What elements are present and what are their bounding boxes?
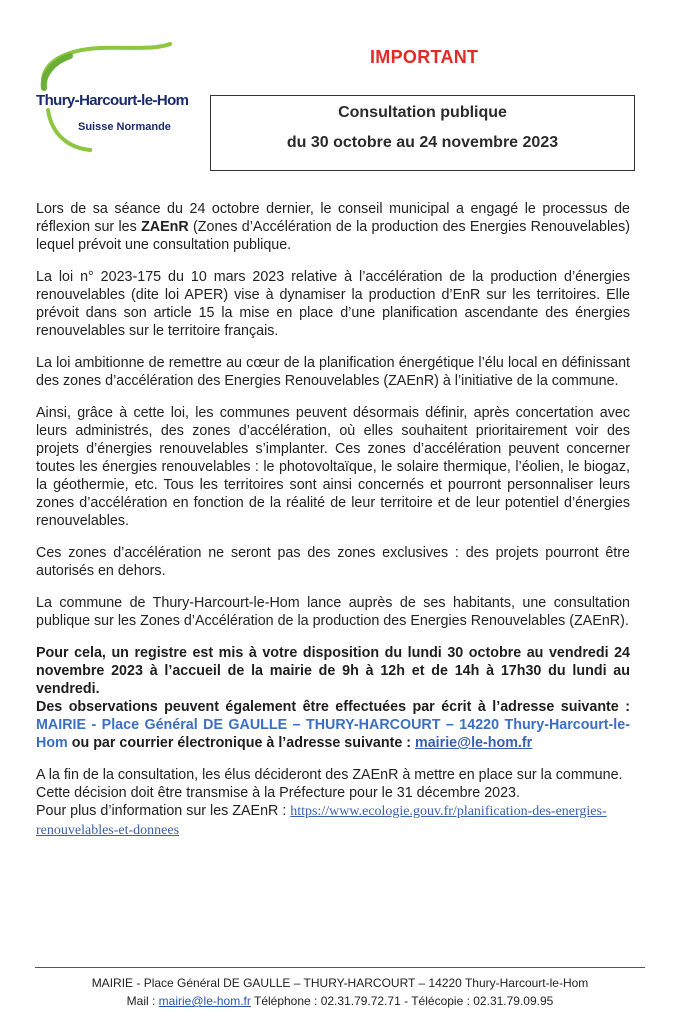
email-link[interactable]: mairie@le-hom.fr <box>415 735 533 751</box>
footer-divider <box>35 967 645 968</box>
paragraph-8-text-a: Des observations peuvent également être effectuées par écrit à l’adresse suivante : <box>36 699 630 715</box>
paragraph-1-text-a: Lors de sa séance du 24 octobre dernier, le conseil municipal a engagé le processus de réflexion sur les <box>36 201 630 235</box>
paragraph-9: A la fin de la consultation, les élus décideront des ZAEnR à mettre en place sur la commune. Cette décision doit être transmise à la Préfecture pour le 31 décembre 2023. <box>36 767 623 801</box>
important-heading: IMPORTANT <box>370 47 479 67</box>
title-line-1: Consultation publique <box>338 104 507 121</box>
paragraph-5: Ces zones d’accélération ne seront pas des zones exclusives : des projets pourront être autorisés en dehors. <box>36 545 630 579</box>
zaenr-bold: ZAEnR <box>141 219 189 235</box>
paragraph-10 <box>36 802 630 840</box>
paragraph-1 <box>36 200 630 254</box>
logo-subtitle: Suisse Normande <box>78 121 171 133</box>
town-logo <box>30 38 205 158</box>
paragraph-10-text: Pour plus d’information sur les ZAEnR : <box>36 803 291 819</box>
paragraph-8-text-b: ou par courrier électronique à l’adresse suivante : <box>67 735 415 751</box>
title-box <box>210 95 635 171</box>
mairie-address: MAIRIE - Place Général DE GAULLE – THURY-HARCOURT – 14220 Thury-Harcourt-le-Hom <box>36 717 630 751</box>
paragraph-7: Pour cela, un registre est mis à votre disposition du lundi 30 octobre au vendredi 24 novembre 2023 à l’accueil de la mairie de 9h à 12h et de 14h à 17h30 du lundi au vendredi. <box>36 645 630 697</box>
logo-town-name: Thury-Harcourt-le-Hom <box>36 92 189 109</box>
footer-email-link[interactable]: mairie@le-hom.fr <box>158 994 251 1008</box>
footer-address: MAIRIE - Place Général DE GAULLE – THURY-HARCOURT – 14220 Thury-Harcourt-le-Hom <box>91 976 589 990</box>
title-line-2: du 30 octobre au 24 novembre 2023 <box>286 134 559 151</box>
paragraph-6: La commune de Thury-Harcourt-le-Hom lance auprès de ses habitants, une consultation publique sur les Zones d’Accélération de la production des Energies Renouvelables (ZAEnR). <box>36 595 630 629</box>
paragraph-3: La loi ambitionne de remettre au cœur de la planification énergétique l’élu local en définissant des zones d’accélération des Energies Renouvelables (ZAEnR) à l’initiative de la commune. <box>36 355 630 389</box>
paragraph-8 <box>36 698 630 752</box>
footer-contact <box>35 992 645 1010</box>
footer-mail-label: Mail : <box>126 994 159 1008</box>
paragraph-1-text-b: (Zones d’Accélération de la production des Energies Renouvelables) lequel prévoit une consultation publique. <box>36 219 630 253</box>
paragraph-4: Ainsi, grâce à cette loi, les communes peuvent désormais définir, après concertation avec leurs administrés, des zones d’accélération, où elles souhaitent prioritairement voir des projets d’énergies renouvelables s’implanter. Ces zones d’accélération peuvent concerner toutes les énergies renouvelables : le photovoltaïque, le solaire thermique, l’éolien, le biogaz, la géothermie, etc. Tous les territoires sont ainsi concernés et pourront personnaliser leurs zones d’accélération en fonction de la réalité de leur territoire et de leur potentiel d’énergies renouvelables. <box>36 405 630 529</box>
notice-body <box>36 200 630 854</box>
paragraph-2: La loi n° 2023-175 du 10 mars 2023 relative à l’accélération de la production d’énergies renouvelables (dite loi APER) vise à dynamiser la production d’EnR sur les territoires. Elle prévoit dans son article 15 la mise en place d’une planification ascendante des énergies renouvelables sur le territoire français. <box>36 269 630 339</box>
footer-phone-fax: Téléphone : 02.31.79.72.71 - Télécopie : 02.31.79.09.95 <box>250 994 554 1008</box>
footer <box>35 974 645 1010</box>
ecologie-link[interactable]: https://www.ecologie.gouv.fr/planification-des-energies-renouvelables-et-donnees <box>36 804 607 838</box>
